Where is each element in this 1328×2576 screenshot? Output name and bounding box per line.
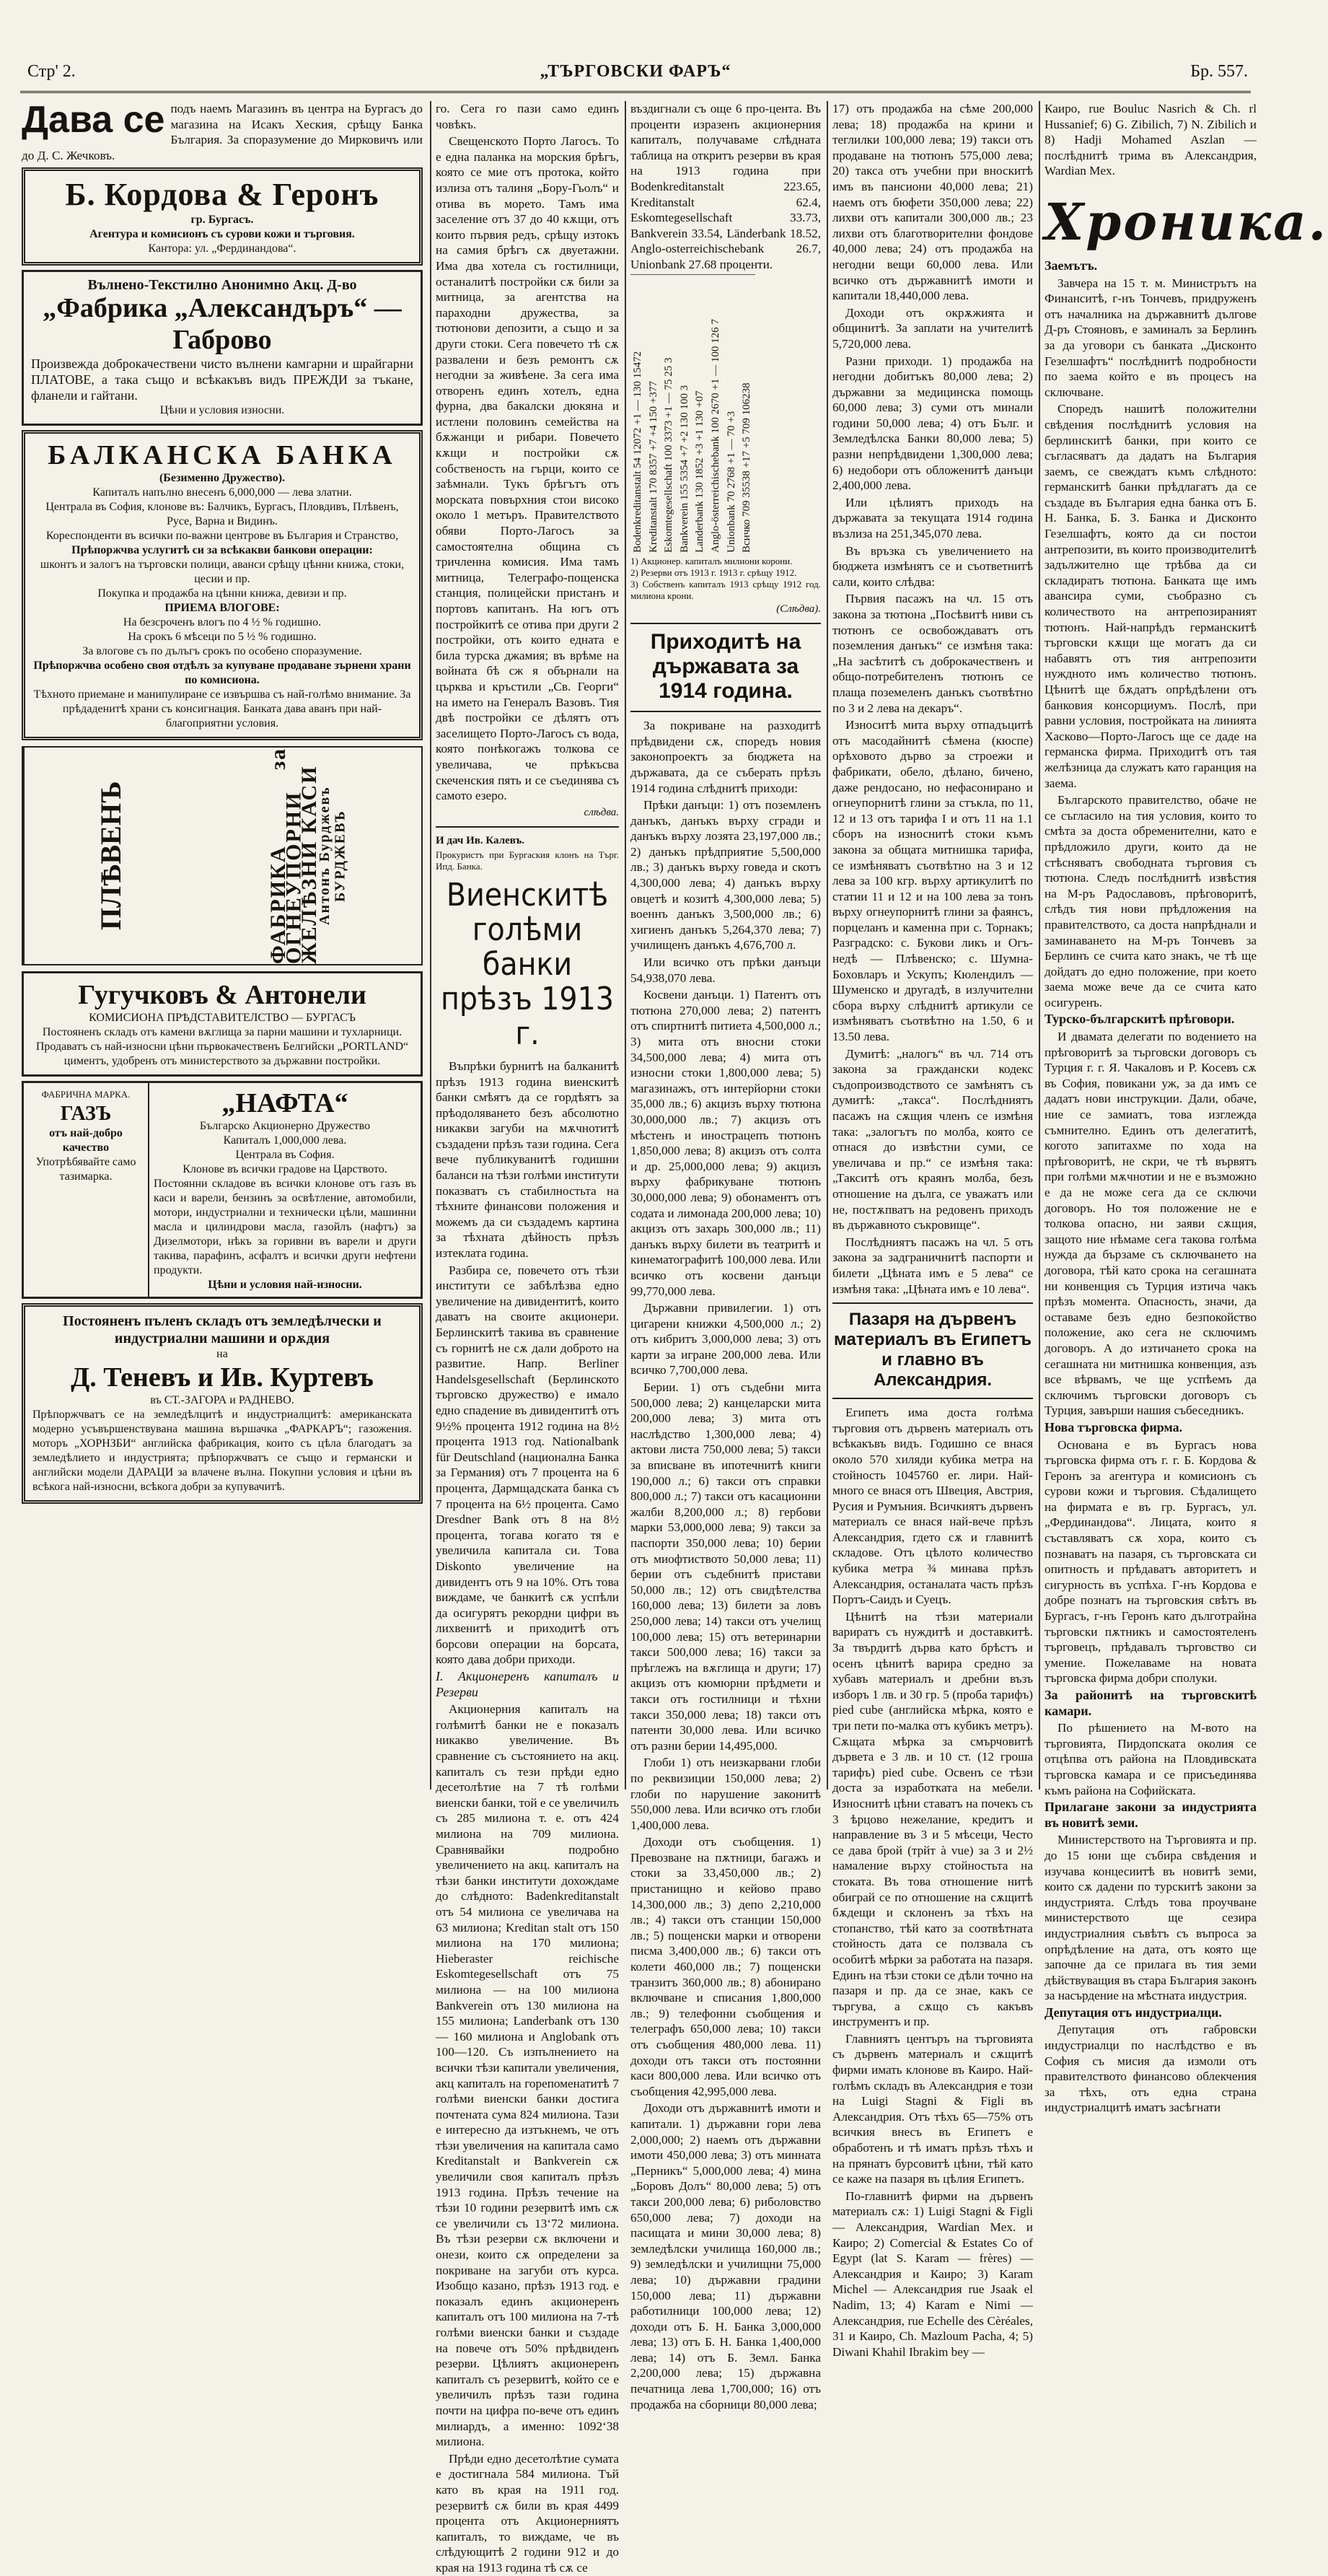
bank-branches: Централа въ София, клонове въ: Балчикъ, Бургасъ, Пловдивъ, Плѣвенъ, Русе, Варна и Видинъ. bbox=[45, 501, 399, 528]
guguchkov-title: Гугучковъ & Антонели bbox=[78, 980, 366, 1011]
nafta-company: Българско Акционерно Дружество bbox=[199, 1120, 371, 1133]
guguchkov-line2: Продаватъ съ най-износни цѣни първокачественъ Белгийски „PORTLAND“ циментъ, удобренъ отъ министерството за държавни постройки. bbox=[35, 1041, 409, 1068]
bank-deposit-3: За влогове съ по дълъгъ срокъ по особено споразумение. bbox=[82, 645, 362, 658]
column-3 bbox=[630, 101, 821, 2411]
column-rule bbox=[1039, 101, 1040, 1789]
paragraph: Или цѣлиятъ приходъ на държавата за текущата 1914 година възлиза на 251,345,070 лева. bbox=[832, 495, 1033, 541]
divider bbox=[630, 711, 821, 712]
paragraph: Доходи отъ съобщения. 1) Превозване на пѫтници, багажъ и стоки за 33,450,000 лв.; 2) пристанищно и кейово право 14,300,000 лв.; 3) депо 2,210,000 лв.; 4) такси отъ станции 150,000 лв.; 5) пощенски марки и отворени писма 3,400,000 лв.; 6) такси отъ колети 460,000 лв.; 7) пощенски транзитъ 360,000 лв.; 8) абонирано включване и списания 1,800,000 лв.; 9) телефонни съобщения и телеграфъ 650,000 лева; 10) такси отъ съобщения 480,000 лева. 11) доходи отъ такси отъ постоянни каси 800,000 лева. Или всичко отъ съобщения 42,995,000 лева. bbox=[630, 1835, 821, 2098]
emblem-main: ФАБРИКА за ОГНЕУПОРНИ ЖЕЛѢЗНИ КАСИ bbox=[266, 748, 322, 965]
ad-dava-title: Дава се bbox=[22, 99, 165, 141]
bank-sub: (Безименно Дружество). bbox=[159, 472, 286, 485]
table-row: Bankverein 155 5354 +7 +2 130 100 3 bbox=[677, 274, 693, 556]
table-row: Bodenkreditanstalt 54 12072 +1 — 130 15472 bbox=[630, 274, 646, 556]
issue-number: Бр. 557. bbox=[1190, 62, 1248, 81]
column-5 bbox=[1045, 101, 1328, 2115]
paragraph: Египетъ има доста голѣма търговия отъ дървенъ материалъ отъ всѣкакъвъ видъ. Годишно се внася около 570 хиляди кубика метра на стойность 1045760 ег. лири. Най-много се внася отъ Швеция, Австрия, Русия и Румъния. Всичкиятъ дървенъ материалъ се внася най-вече прѣзъ Александрия, гдето сѫ и главнитѣ складове. Отъ цѣлото количество кубика метра ¾ минава прѣзъ Александрия, останалата часть прѣзъ Портъ-Саидъ и Суецъ. bbox=[832, 1406, 1033, 1607]
nafta-gas: ГАЗЪ bbox=[60, 1103, 112, 1126]
bank-buy: Покупка и продажба на цѣнни книжа, девизи и пр. bbox=[97, 587, 347, 600]
paragraph: Глоби 1) отъ неизкарвани глоби по реквизиции 150,000 лева; 2) глоби по нарушение законитѣ 550,000 лева. Или всичко отъ глоби 1,400,000 лева. bbox=[630, 1756, 821, 1832]
table-note: 2) Резерви отъ 1913 г. 1913 г. срѣщу 1912. bbox=[630, 566, 797, 578]
section-heading: Турско-българскитѣ прѣговори. bbox=[1045, 1012, 1235, 1027]
nafta-best: отъ най-добро качество bbox=[49, 1127, 123, 1155]
paragraph: И двамата делегати по водението на прѣговоритѣ за търговски договоръ съ Турция г. г. Я. Чакаловъ и Р. Косевъ сѫ въ София, повикани уж, за да имъ се дадатъ нови инструкции. Дали, обаче, ние се замиатъ, това изглежда съмнително. Единъ отъ делегатитѣ, когото запитахме по хода на прѣговоритѣ, не скри, че тѣ вървятъ при голѣми мѫчнотии и не е възможно е да не може сега да се сключи договоръ. Но тоя положение не е толкова опасно, ни заяви сѫщия, защото ние нѣмаме сега такова голѣма нужда да бързаме съ сключването на договора, тѣй като срока на сегашната ни конвенция съ Турция изтича чакъ прѣзъ момента. Опасность, значи, да оставаме безъ едно безпокойство положение, ако сега не сключимъ договоръ. А до изтичането срока на сегашната ни митнишка конвенция, азъ все вѣрвамъ, че ще успѣемъ да сключимъ търговски договоръ съ Турция, завърши нашия събеседникъ. bbox=[1045, 1030, 1257, 1418]
paragraph: Държавни привилегии. 1) отъ цигарени книжки 4,500,000 л.; 2) отъ кибритъ 3,000,000 лева; 3) отъ карти за игране 200,000 лева. Или всичко 7,700,000 лева. bbox=[630, 1301, 821, 1377]
ad-kordova-city: гр. Бургасъ. bbox=[190, 214, 254, 227]
ad-guguchkov bbox=[22, 971, 423, 1077]
paragraph: Свещенското Порто Лагосъ. То е една паланка на морския брѣгъ, която се мие отъ протока, който излиза отъ талиня „Бору-Гьолъ“ и отива въ морето. Тамъ има заселение отъ 37 до 40 кѫщи, отъ които първия редъ, срѣщу изтокъ на самия брѣгъ сѫ двуетажни. Има два хотела съ гостилници, останалитѣ постройки сѫ били за митница, за агентства на параходни дружества, за тютюнови депозити, а също и за други стоки. Сега повечето тѣ сѫ развалени и безъ ремонтъ сѫ негодни за живѣене. За сега има отворенъ единъ хотелъ, една фурна, два бакалски дюкяна и истлени половинъ семейства на бѫжанци и рибари. Повечето кѫщи и постройки сѫ собственость на гърци, които се заѣмнали. Тукъ брѣгътъ отъ морската повърхния стои високо около 1 метъръ. Правителството обяви Порто-Лагосъ за самостоятелна община съ тричленна комисия. Има тамъ митница, Телеграфо-пощенска станция, полицейски пристанъ и портовъ капитанъ. На югъ отъ постройкитѣ се отива при други 2 постройки, отъ които едната е била турска джамия; въ врѣме на войната бѣ сж я обърнали на църква и кръстили „Св. Георги“ на името на Генералъ Вазовъ. Тия двѣ постройки се дѣлятъ отъ заселището Порто-Лагосъ съ вода, която понѣкогажъ толкова се увеличава, че прѣкъсва скеченския пять и се съединява съ самото езеро. bbox=[436, 134, 619, 803]
paragraph: Прѣки данъци: 1) отъ поземленъ данъкъ, данъкъ върху сгради и данъкъ върху лозята 23,197,000 лв.; 2) данъкъ прѣдприятие 5,500,000 лв.; 3) данъкъ върху говеда и скотъ 4,300,000 лева; 4) данъкъ върху овцетѣ и козитѣ 4,300,000 лева; 5) военнъ данъкъ 3,500,000 лв.; 6) хигиенъ данъкъ 5,264,370 лева; 7) училищенъ данъкъ 4,676,700 л. bbox=[630, 798, 821, 952]
guguchkov-line1: Постояненъ складъ отъ камени вѫглища за парни машини и тухларници. bbox=[42, 1026, 403, 1039]
paragraph: Цѣнитѣ на тѣзи материали вариратъ съ нуждитѣ и доставкитѣ. За твърдитѣ дърва като брѣстъ и осенъ цѣнитѣ варира средно за хубавъ материалъ и дребни възъ изборъ 1 лв. и 30 гр. 5 (проба тарифъ) pied cube (английска мѣрка, която е три пети по-малка отъ кубикъ метръ). Сѫщата мѣрка за смърчовитѣ дървета е 3 лв. и 10 ст. (12 гроша тарифъ) pied cube. Освенъ се тѣзи доста за изработката на мебели. Износнитѣ цѣни ставатъ на почекъ съ 3 ѣрцово нежелание, кредитъ и направление въ 3 и 5 мѣсеци, Често се дава брой (трйт à vue) за 3 и 2½ намаление върху стойностьта на стоката. Въ това отношение нитѣ обиграй се по отношение на сѫщитѣ бѫдещи и склоненъ за тѣхъ на стопанство, тѣй като за соотвѣтната стойность дата се ползвала съ особитѣ мѣрки за работата на пазаря. Единъ на тѣзи стоки се дѣли точно на пазаря и пр. да се знае, какъ се търгува, а сѫщо съ какъвъ инструментъ и пр. bbox=[832, 1609, 1033, 2029]
column-ads bbox=[22, 101, 423, 1789]
bank-end: Тѣхното приемане и манипулиране се извършва съ най-голѣмо внимание. За прѣдаденитѣ храни съ консигнация. Банката дава аванъ при най-благоприятни условия. bbox=[33, 688, 411, 730]
paragraph: Основана е въ Бургасъ нова търговска фирма отъ г. г. Б. Кордова & Геронъ за агентура и комисионъ съ сурови кожи и търговия. Сѣдалището на фирмата е въ гр. Бургасъ, ул. „Фердинандова“. Лицата, които я съставляватъ сѫ хора, които съ познаватъ на пазаря, съ търговската си опитность и прѣдаватъ авторитетъ и сигурность въ успѣха. Г-нъ Кордова е добре познатъ на търговския свѣтъ въ Бургасъ, г-нъ Геронъ като дълготрайна търговски пѫтникъ и самостоятеленъ търговецъ, прѣдавалъ търговство си умение. Пожелаваме на новата търговска фирма добри сполуки. bbox=[1045, 1437, 1257, 1686]
paragraph: Депутация отъ габровски индустриалци по наслѣдство е въ София съ мисия да измоли отъ правителството финансово облекчения за тѣхъ, отъ една страна индустриалцитѣ иматъ засѣгнати bbox=[1045, 2023, 1257, 2115]
section-heading: Прилагане закони за индустрията въ новитѣ земи. bbox=[1045, 1800, 1257, 1830]
paragraph: Послѣдниятъ пасажъ на чл. 5 отъ закона за задграничнитѣ паспорти и билети „Цѣната имъ е 5 лева“ се измѣня така: „Цѣната имъ е 10 лева“. bbox=[832, 1235, 1033, 1296]
table-row: Anglo-österreichischebank 100 2670 +1 — 100 126 7 bbox=[708, 274, 724, 556]
table-row: Всичко 709 35538 +17 +5 709 106238 bbox=[739, 274, 755, 556]
article-author-note: Прокуристъ при Бургаския клонъ на Търг. Ипд. Банка. bbox=[436, 849, 619, 872]
guguchkov-sub: КОМИСИОНА ПРѢДСТАВИТЕЛСТВО — БУРГАСЪ bbox=[89, 1012, 356, 1025]
divider bbox=[832, 1302, 1033, 1304]
ad-dava-se bbox=[22, 101, 423, 163]
nafta-center: Централа въ София. bbox=[235, 1149, 335, 1162]
article-headline: Приходитѣ на държавата за 1914 година. bbox=[650, 630, 801, 704]
emblem-text bbox=[198, 748, 421, 964]
nafta-body bbox=[149, 1083, 421, 1297]
ad-kordova bbox=[22, 167, 423, 266]
bank-table bbox=[630, 274, 821, 556]
paragraph: Думитѣ: „налогъ“ въ чл. 714 отъ закона за граждански кодекс съдопроизводството се замѣнятъ съ думитѣ: „такса“. Послѣдниятъ пасажъ на сѫщия членъ се измѣня така: „залогътъ по молба, която се отнася до извѣстни суми, се увеличава и пр.“ се измѣня така: „Такситѣ отъ краянъ молба, безъ отношение на дълга, се уважатъ или не, постѫпватъ на редовенъ приходъ въ държавното съкровище“. bbox=[832, 1046, 1033, 1232]
bank-special: Прѣпоржчва особено своя отдѣлъ за купуване продаване зърнени храни по комисиона. bbox=[33, 660, 411, 687]
article-author: И дач Ив. Калевъ. bbox=[436, 835, 524, 847]
table-row: Eskomtegesellschaft 100 3373 +1 — 75 25 3 bbox=[661, 274, 677, 556]
paragraph: Разбира се, повечето отъ тѣзи институти се забѣлѣзва едно увеличение на дивидентитѣ, които даватъ на своите акционери. Берлинскитѣ такива въ сравнение съ горнитѣ не сѫ дали доброто на развитие. Напр. Berliner Handelsgesellschaft (Берлинското търговско дружество) е имало едно спадение въ дивидентитѣ отъ 9½% процента 1912 година на 8½ процента 1913 год. Nationalbank für Deutschland (национална Банка за Германия) отъ 7 процента на 6 процента, Дармщадската банка съ 7 процента на 6½ процента. Само Dresdner Bank отъ 8 на 8½ процента, тогава когато тя е увеличила капитала си. Tова Diskonto увеличение на дивидентъ отъ 9 на 10%. Отъ това виждаме, че банкитѣ сѫ успѣли да осигурятъ рекордни цифри въ лихвенитѣ и приходитѣ отъ борсови операции на борсата, която дава добри приходи. bbox=[436, 1263, 619, 1667]
paragraph: Министерството на Търговията и пр. до 15 юни ще събира свѣдения и изучава концесиитѣ въ новитѣ земи, които сѫ дадени по турскитѣ закони за индустрията. Слѣдъ това проучване министерството ще сезира индустриалния съвѣтъ съ въпроса за опрѣдѣление на дата, отъ която ще започне да се прилага въ тия земи дѣйствуващия въ стара България законъ за насърдение на мѣстната индустрия. bbox=[1045, 1833, 1257, 2003]
ad-dava-text: подъ наемъ Магазинъ въ центра на Бургасъ до магазина на Исакъ Хеския, срѣщу Банка България. За споразумение до Мирковичъ или до Д. С. Жечковъ. bbox=[22, 102, 423, 162]
bank-table-rotated bbox=[630, 274, 755, 556]
nafta-title: „НАФТА“ bbox=[221, 1088, 348, 1119]
paragraph: Доходи отъ окрѫжията и общинитѣ. За заплати на учителитѣ 5,720,000 лева. bbox=[832, 305, 1033, 351]
table-note: 1) Акционер. капиталъ милиони корони. bbox=[630, 555, 793, 566]
nafta-text: Постоянни складове въ всички клонове отъ газъ въ каси и варели, бензинъ за освѣтление, автомобили, мотори, индустриални и технически цѣли, машинни масла и цилиндрови масла, газойлъ (нафтъ) за Дизелмотори, нѣкъ за горивни въ варели и други такива, парафинъ, асфалтъ и всички други нефтени продукти. bbox=[154, 1178, 416, 1277]
bank-deposits-title: ПРИЕМА ВЛОГОВЕ: bbox=[164, 602, 280, 615]
paragraph: Първия пасажъ на чл. 15 отъ закона за тютюна „Посѣвитѣ ниви съ тютюнъ се освобождаватъ отъ поземления данъкъ“ се измѣня така: „На засѣтитѣ съ доброкачественъ и общо-потребителенъ тютюнъ се плаща поземеленъ данъкъ съотвѣтно по 3 и 2 лева на декаръ“. bbox=[832, 592, 1033, 715]
bank-operations: шконтъ и залогъ на търговски полици, аванси срѣщу цѣнни книжа, стоки, цесии и пр. bbox=[40, 558, 405, 586]
divider bbox=[436, 826, 619, 828]
nafta-mark: ФАБРИЧНА МАРКА. bbox=[41, 1089, 131, 1100]
section-heading: Заемътъ. bbox=[1045, 258, 1098, 273]
divider bbox=[832, 1398, 1033, 1399]
table-row: Unionbank 70 2768 +1 — 70 +3 bbox=[724, 274, 740, 556]
tenev-title: Д. Теневъ и Ив. Куртевъ bbox=[71, 1362, 374, 1393]
ad-tenev-kurtev bbox=[22, 1303, 423, 1504]
paragraph: Акционерния капиталъ на голѣмитѣ банки не е показалъ никакво увеличение. Въ сравнение съ състоянието на акц. капиталъ съ тези прѣди едно десетолѣтие на 7 тѣ голѣми виенски банки, той е се увеличилъ съ 285 милиона т. е. отъ 424 милиона на 709 милиона. Сравнявайки подробно увеличението на акц. капиталъ на тѣзи банки институти дохождаме до слѣдното: Badenkreditanstalt отъ 54 милиона се увеличава на 63 милиона; Kreditan stalt отъ 150 милиона на 170 милиона; Hieberaster reichische Eskomtegesellschaft отъ 75 милиона — на 100 милиона Bankverein отъ 130 милиона на 155 милиона; Landerbank отъ 130 — 160 милиона и Anglobank отъ 100—120. Съ изпълнението на всички тѣзи капитали увеличения, акц капиталъ на горепоменатитѣ 7 голѣми виенски банки достига почтената сума 824 милиона. Тази е интересно да изтъкнемъ, че отъ тѣзи увеличения на капитала само Kreditanstalt и Bankverein сѫ увеличили своя капиталъ прѣзъ 1913 година. Прѣзъ течение на тѣзи 10 години резервитѣ имъ сѫ се увеличили съ 13‘72 милиона. Въ тѣзи резерви сѫ включени и онези, които сѫ определени за покриване на загуби отъ курса. Изобщо казано, прѣзъ 1913 год. е показалъ единъ акционеренъ капиталъ отъ 100 милиона на 7-тѣ голѣми виенски банки и създаде на повече отъ 50% прѣдвиденъ резерви. Цѣлиятъ акционеренъ капиталъ съ резервитѣ, който се е увеличилъ прѣзъ тази година почти на цифра по-вече отъ единъ милиардъ, а именно: 1092‘38 милиона. bbox=[436, 1702, 619, 2449]
tenev-where: въ СТ.-ЗАГОРА и РАДНЕВО. bbox=[150, 1394, 294, 1407]
section-heading: Депутация отъ индустриалци. bbox=[1045, 2005, 1222, 2020]
emblem-top: БУРДЖЕВЪ bbox=[332, 810, 348, 903]
table-row: Landerbank 130 1852 +3 +1 130 +07 bbox=[692, 274, 708, 556]
bank-correspondents: Кореспонденти въ всички по-важни центрове въ България и Странство, bbox=[45, 530, 399, 543]
newspaper-name: „ТЪРГОВСКИ ФАРЪ“ bbox=[540, 62, 731, 81]
paragraph: Българското правителство, обаче не се съгласило на тия условия, които то смѣта за доста обременителни, като е прѣдложило други, които да не стѣсняватъ свободната търговия съ тютюна. Следъ послѣднитѣ извѣстия на М-ръ Радославовъ, прѣговоритѣ, слѣдъ тия нови прѣдложения на правителството, са доста напрѣднали и заминаването на М-ръ Тончевъ за Берлинъ се счита като знакъ, че тѣ ще дойдатъ до едно положение, при което заема може вече да се счита като осигуренъ. bbox=[1045, 793, 1257, 1009]
column-4 bbox=[832, 101, 1033, 2359]
table-row: Kreditanstalt 170 8357 +7 +4 150 +377 bbox=[646, 274, 662, 556]
article-headline: Пазаря на дървенъ материалъ въ Египетъ и главно въ Александрия. bbox=[834, 1310, 1032, 1390]
column-rule bbox=[827, 101, 828, 1789]
paragraph: За покриване на разходитѣ прѣдвидени сѫ, споредъ новия законопроектъ за бюджета на държавата, да се съберать прѣзъ 1914 година слѣднитѣ приходи: bbox=[630, 719, 821, 795]
paragraph: Берии. 1) отъ съдебни мита 500,000 лева; 2) канцеларски мита 200,000 лева; 3) мита отъ наслѣдство 1,300,000 лева; 4) актови листа 750,000 лева; 5) такси за вписване въ ипотечнитѣ книги 190,000 л.; 6) такси отъ справки 800,000 л.; 7) такси отъ касационни жалби 8,200,000 л.; 8) гербови марки 53,000,000 лева; 9) такси за паспорти 350,000 лева; 10) берии отъ миофтиството 50,000 лева; 11) берии отъ съдебнитѣ пристави 50,000 лв.; 12) отъ свидѣтелства 160,000 лева; 13) билети за ловъ 250,000 лева; 14) такси отъ учелищ 100,000 лева; 15) отъ ветеринарни такси 500,000 лева; 16) такси за прѣглежъ на вѫглища и други; 17) акцизъ отъ кюмюрни прѣдмети и такси отъ гостилници и тѣхни такси 350,000 лева; 18) такси отъ патенти 30,000 лева. Или всичко отъ разни берии 14,495,000. bbox=[630, 1380, 821, 1753]
emblem-owner: Антонъ Бурджевъ bbox=[316, 787, 333, 926]
section-heading: Нова търговска фирма. bbox=[1045, 1419, 1183, 1434]
bank-offer: Прѣпоржчва услугитѣ си за всѣкакви банкови операции: bbox=[71, 544, 373, 557]
paragraph: Въпрѣки бурнитѣ на балканитѣ прѣзъ 1913 година виенскитѣ банки смѣятъ да се гордѣятъ за прѣодоляването безъ абсолютно никакви загуби на мѫчнотитѣ създадени прѣзъ тази година. Сега вече публикуванитѣ годишни баланси на тѣзи голѣми институти показватъ съ стабилностьта на тѣхните финансови положения и можемъ да си създадемъ картина за тѣхната дѣйность прѣзъ изтеклата година. bbox=[436, 1059, 619, 1261]
nafta-capital: Капиталъ 1,000,000 лева. bbox=[223, 1134, 347, 1147]
paragraph: Каиро, rue Bouluc Nasrich & Ch. rl Hussanief; 6) G. Zibilich, 7) N. Zibilich и 8) Hadji Mohamed Aszlan — послѣднитѣ трима въ Александрия, Wardian Mex. bbox=[1045, 102, 1257, 178]
bank-capital: Капиталъ напълно внесенъ 6,000,000 — лева златни. bbox=[92, 486, 352, 499]
paragraph: Износитѣ мита върху отпадъцитѣ отъ масодайнитѣ сѣмена (кюспе) орѣховото дърво за строежи и фабрикати, обело, дѣлано, бичено, даже рендосано, но нефасонирано и огнеупорнитѣ глини за стъкла, по 11, 12 и 13 отъ тарифа I и отъ 11 на 1.1 сборъ на износнитѣ стоки къмъ закона за общата митнишка тарифа, се измѣняватъ съотвѣтно на 3 и 12 лева за 100 кгр. върху артикулитѣ по статии 11 и 12 и на 100 лева за тонъ върху огнеупорнитѣ глини за фаянсъ, порцеланъ и каменна при с. Торнакъ; Разградско: с. Букови ликъ и Огъ-недѣ — Плѣвенско; с. Шумна-Боховларъ и Ускупъ; Кюлендилъ — Шуменско и другадѣ, в излучителни сбора върху слѣднитѣ артикули се измѣняватъ съотвѣтно на 1.50, 6 и 13.50 лева. bbox=[832, 718, 1033, 1044]
paragraph: Прѣди едно десетолѣтие сумата е достигнала 584 милиона. Тъй като въ края на 1911 год. резервитѣ сѫ били въ края 4499 процента отъ Акционерниятъ капиталъ, то виждаме, че въ слѣдующитѣ 2 години 912 и до края на 1913 година тѣ сѫ се bbox=[436, 2451, 619, 2575]
page-number: Стр' 2. bbox=[27, 62, 76, 81]
tenev-lead: Постояненъ пъленъ складъ отъ земледѣлчески и индустриални машини и орѫдия bbox=[63, 1313, 382, 1347]
bank-title: БАЛКАНСКА БАНКА bbox=[48, 440, 397, 471]
ad-balkanska-banka bbox=[22, 430, 423, 740]
paragraph: Разни приходи. 1) продажба на негодни добитъкъ 80,000 лева; 2) държавни за медицинска помощь 60,000 лева; 3) суми отъ минали години 50,000 лева; 4) отъ Бълг. и Земледѣлска Банки 80,000 лева; 5) разни непрѣдвидени 1,300,000 лева; 6) недобори отъ обложенитѣ данъци 2,400,000 лева. bbox=[832, 354, 1033, 493]
page-header bbox=[20, 58, 1251, 93]
nafta-branches: Клонове въ всички градове на Царството. bbox=[183, 1163, 387, 1176]
bank-deposit-1: На безсроченъ влогъ по 4 ½ % годишно. bbox=[123, 616, 322, 629]
ad-burdzhev-emblem bbox=[22, 746, 423, 965]
ad-fabrika-lead: Вълнено-Текстилно Анонимно Акц. Д-во bbox=[87, 277, 357, 294]
ad-fabrika-aleksandar bbox=[22, 270, 423, 426]
tenev-na: на bbox=[216, 1348, 228, 1361]
paragraph: Доходи отъ държавнитѣ имоти и капитали. 1) държавни гори лева 2,000,000; 2) наемъ отъ държавни имоти 450,000 лева; 3) отъ минната „Перникъ“ 5,000,000 лева; 4) мина „Боровъ Долъ“ 80,000 лева; 5) отъ такси 200,000 лева; 6) риболовство 650,000 лева; 7) доходи на пасищата и мини 30,000 лева; 8) земледѣлски училища 160,000 лв.; 9) земледѣлски и училищни 75,000 лева; 10) държавни градини 150,000 лева; 11) държавни работилници 100,000 лева; 12) доходи отъ Б. Н. Банка 3,000,000 лева; 13) отъ Б. Н. Банка 1,400,000 лева; 14) отъ Б. Земл. Банка 2,200,000 лева; 15) държавна печатница лева 1,700,000; 16) отъ продажба на сборници 80,000 лева; bbox=[630, 2101, 821, 2411]
continued-note: слѣдва. bbox=[584, 806, 619, 818]
paragraph: Въ връзка съ увеличението на бюджета измѣнятъ се и съответнитѣ сали, които слѣдва: bbox=[832, 543, 1033, 589]
ad-kordova-title: Б. Кордова & Геронъ bbox=[65, 177, 379, 213]
paragraph: По рѣшението на М-вото на търговията, Пирдопската околия се отцѣпва отъ района на Пловдивската търговска камара и се присъединява къмъ района на Софийската. bbox=[1045, 1721, 1257, 1797]
ad-nafta bbox=[22, 1081, 423, 1299]
chronicle-title: Хроника. bbox=[1045, 191, 1328, 252]
nafta-mark-box bbox=[24, 1083, 149, 1297]
ad-kordova-line: Агентура и комисионъ съ сурови кожи и търговия. bbox=[89, 228, 355, 241]
paragraph: Главниятъ центъръ на търговията съ дървенъ материалъ и сѫщитѣ фирми имать клонове въ Каиро. Най-голѣмъ складъ въ Александрия е този на Luigi Stagni & Figli въ Александрия. Отъ тѣхъ 65—75% отъ всичкия внесъ въ Египетъ е обработенъ и тѣ иматъ прѣзъ тѣхъ и на прянатъ бурсовитѣ цѣни, тѣй като се каже на пазаря въ цѣлия Египетъ. bbox=[832, 2031, 1033, 2186]
emblem-city: ПЛѢВЕНЪ bbox=[23, 748, 198, 964]
paragraph: Завчера на 15 т. м. Министрътъ на Финанситѣ, г-нъ Тончевъ, придруженъ отъ началника на държавнитѣ дългове Д-ръ Стояновъ, е заминалъ за Берлинъ за да уговори съ банката „Дисконто Гезелшафтъ“ послѣднитѣ подробности по заема който е въ процесъ на сключване. bbox=[1045, 276, 1257, 399]
section-heading: I. Акционеренъ капиталъ и Резерви bbox=[436, 1669, 619, 1699]
paragraph: Споредъ нашитѣ положителни свѣдения послѣднитѣ условия на берлинскитѣ банки, при които се съгласяватъ да дадатъ на България заемъ, се свеждатъ къмъ слѣдното: германскитѣ банки прѣдлагатъ да се създаде въ България една банка отъ Б. Н. Банка, Б. З. Банка и Дисконто Гезелшафтъ, която да си постои антрепозити, въ които производителитѣ задължително ще трѣбва да си складиратъ тютюна. Банката ще имъ авансира суми, съобразно съ количеството на антрепозираният тютюнъ. Най-напрѣдъ германскитѣ търговски кѫщи ще могатъ да си набавятъ отъ тия антрепозити нуждното имъ количество тютюнъ. Цѣнитѣ ще бѫдатъ опрѣдѣлени отъ банковия консорциумъ. Послѣ, при равни условия, постройката на линията Хасково—Порто-Лагосъ ще се даде на германска фирма. Приходитѣ отъ тая желѣзница да служатъ като гаранция на заема. bbox=[1045, 402, 1257, 790]
section-heading: За районитѣ на търговскитѣ камари. bbox=[1045, 1688, 1257, 1718]
ad-kordova-office: Кантора: ул. „Фердинандова“. bbox=[148, 242, 296, 255]
article-headline: Виенскитѣ голѣми банки прѣзъ 1913 г. bbox=[441, 876, 614, 1052]
tenev-text: Прѣпоржчватъ се на земледѣлцитѣ и индустриалцитѣ: американската модерно усъвършенствувана машина вършачка „ФАРКАРЪ“; газожения. моторъ „ХОРНЗБИ“ английска фабрикация, които съ цѣла благодатъ за земледѣлието и индустрията; прѣпоржчватъ се също и германски и английски модели ДАРАЦИ за влачене вълна. Покупни условия и цѣни въ всѣкога най-износни, всѣкога добри за купувачитѣ. bbox=[32, 1409, 412, 1494]
ad-fabrika-prices: Цѣни и условия износни. bbox=[159, 404, 285, 417]
ad-fabrika-title: „Фабрика „Александъръ“ — Габрово bbox=[43, 293, 402, 356]
column-2 bbox=[436, 101, 619, 2575]
paragraph: 17) отъ продажба на сѣме 200,000 лева; 18) продажба на крини и теглилки 100,000 лева; 19) такси отъ продаване на тютюнъ 575,000 лева; 20) такса отъ учебни при вноскитѣ имъ въ пансиони 40,000 лева; 21) наемъ отъ бюфети 350,000 лева; 22) лихви отъ капитали 300,000 лв.; 23 лихви отъ благотворителни фондове 40,000 лева; 24) отъ продажба на негодни вещи 60,000 лева. Или всичко отъ държавнитѣ имоти и капитали 18,440,000 лева. bbox=[832, 102, 1033, 303]
ad-fabrika-text: Произвежда доброкачествени чисто вълнени камгарни и шрайгарни ПЛАТОВЕ, а така също и всѣкакъвъ видъ ПРЕЖДИ за тъкане, фланели и гайтани. bbox=[31, 356, 413, 403]
table-note: 3) Собственъ капиталъ 1913 срѣщу 1912 год. милиона крони. bbox=[630, 578, 821, 601]
paragraph: Или всичко отъ прѣки данъци 54,938,070 лева. bbox=[630, 955, 821, 985]
bank-deposit-2: На срокъ 6 мѣсеци по 5 ½ % годишно. bbox=[128, 631, 317, 644]
column-rule bbox=[430, 101, 431, 1789]
paragraph: въздигнали съ още 6 про-цента. Въ проценти изразенъ акционерния капиталъ, получаваме слѣдната таблица на откритъ резерви въ края на 1913 година при Bodenkreditanstalt 223.65, Kreditanstalt 62.4, Eskomtegesellschaft 33.73, Bankverein 33.54, Länderbank 18.52, Anglo-osterreichischebank 26.7, Unionbank 27.68 проценти. bbox=[630, 102, 821, 271]
nafta-use: Употрѣбявайте само тазимарка. bbox=[35, 1156, 136, 1183]
continued-note: (Слѣдва). bbox=[776, 603, 821, 615]
paragraph: го. Сега го пази само единъ човѣкъ. bbox=[436, 102, 619, 131]
column-rule bbox=[625, 101, 626, 1789]
paragraph: По-главнитѣ фирми на дървенъ материалъ сѫ: 1) Luigi Stagni & Figli — Александрия, Wardian Mex. и Каиро; 2) Comercial & Estates Co of Egypt (lat S. Karam — frères) — Александрия и Каиро; 3) Karam Michel — Александрия rue Jsaak el Nadim, 13; 4) Karam e Nimi — Александрия, rue Echelle des Cèréales, 31 и Каиро, Ch. Mazloum Pacha, 4; 5) Diwani Khahil Ibrakim bey — bbox=[832, 2189, 1033, 2359]
paragraph: Косвени данъци. 1) Патентъ отъ тютюна 270,000 лева; 2) патентъ отъ спиртнитѣ питиета 4,500,000 л.; 3) мита отъ вносни стоки 34,500,000 лева; 4) мита отъ износни стоки 1,800,000 лева; 5) магазинажъ, отъ интерйорни стоки 35,000 лв.; 6) акцизъ върху тютюна 30,000,000 лв.; 7) акцизъ отъ мѣстенъ и инострацепъ тютюнъ 1,850,000 лева; 8) акцизъ отъ солта и др. 25,000,000 лева; 9) акцизъ върху фабрикуване тютюнъ 30,000,000 лева; 9) обонаментъ отъ содата и лимонада 200,000 лева; 10) акцизъ отъ захарь 300,000 лв.; 11) данъкъ върху билети въ театритѣ и кинематографитѣ 100,000 лева. Или всичко отъ косвени данъци 99,770,000 лева. bbox=[630, 988, 821, 1298]
nafta-prices: Цѣни и условия най-износни. bbox=[208, 1279, 362, 1292]
divider bbox=[630, 623, 821, 624]
